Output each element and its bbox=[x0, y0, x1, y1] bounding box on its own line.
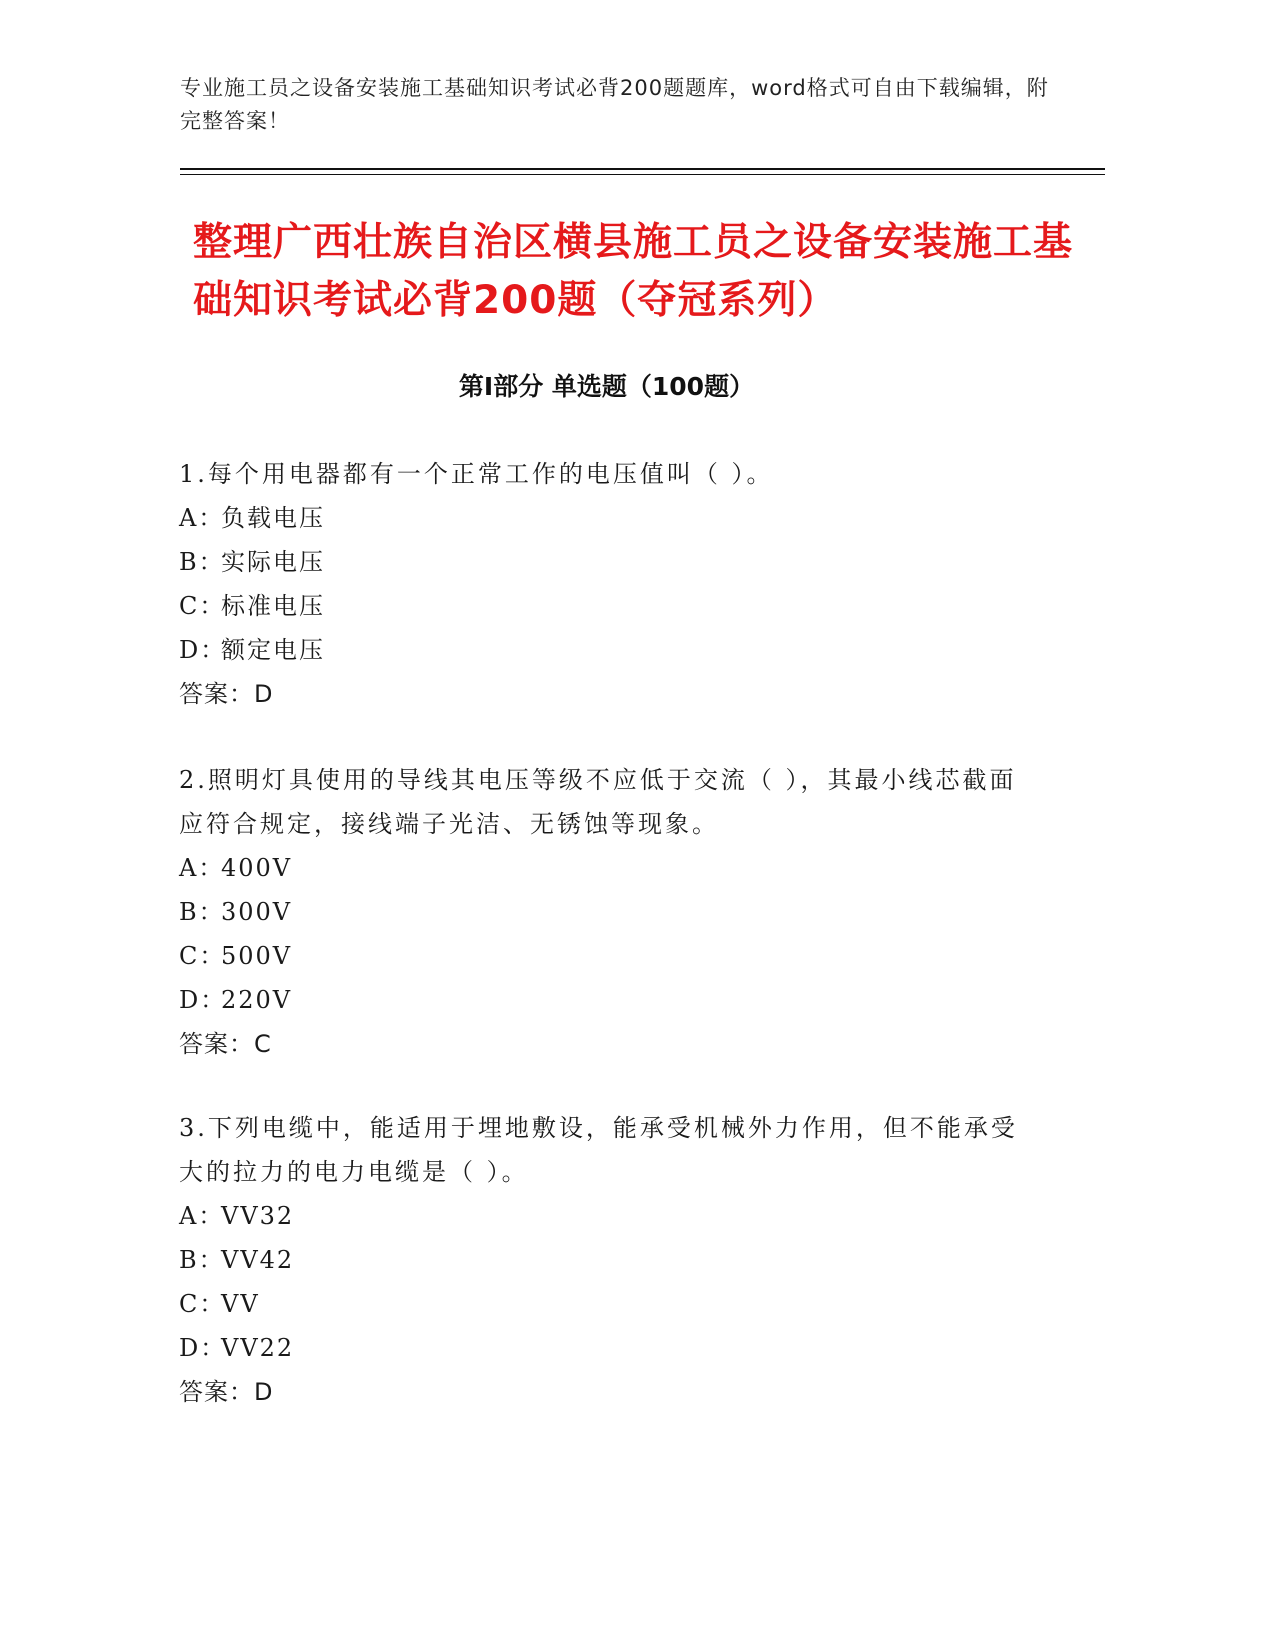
option-text: VV32 bbox=[221, 1202, 295, 1230]
option-letter: B： bbox=[179, 898, 225, 926]
option-text: 额定电压 bbox=[221, 636, 325, 664]
option-letter: C： bbox=[179, 1290, 226, 1318]
question-stem: 2.照明灯具使用的导线其电压等级不应低于交流（ ），其最小线芯截面应符合规定，接线端子光洁、无锈蚀等现象。 bbox=[179, 766, 1017, 838]
option-letter: D： bbox=[179, 636, 227, 664]
header-divider-thick bbox=[180, 168, 1105, 170]
header-divider-thin bbox=[180, 174, 1105, 175]
option-b bbox=[179, 540, 1039, 584]
document-title: 整理广西壮族自治区横县施工员之设备安装施工基础知识考试必背200题（夺冠系列） bbox=[193, 220, 1074, 323]
option-letter: A： bbox=[179, 504, 225, 532]
header-note: 专业施工员之设备安装施工基础知识考试必背200题题库，word格式可自由下载编辑，附完整答案！ bbox=[180, 76, 1049, 133]
section-title: 第Ⅰ部分 单选题（100题） bbox=[458, 372, 755, 401]
question-stem: 3.下列电缆中，能适用于埋地敷设，能承受机械外力作用，但不能承受大的拉力的电力电缆是（ ）。 bbox=[179, 1114, 1018, 1186]
option-text: 500V bbox=[221, 942, 293, 970]
option-text: VV bbox=[221, 1290, 260, 1318]
question-2 bbox=[179, 758, 1039, 1066]
option-text: VV42 bbox=[221, 1246, 295, 1274]
option-c bbox=[179, 1282, 1039, 1326]
option-text: 实际电压 bbox=[221, 548, 325, 576]
option-letter: A： bbox=[179, 1202, 225, 1230]
option-letter: B： bbox=[179, 548, 225, 576]
option-c bbox=[179, 584, 1039, 628]
answer: 答案：D bbox=[179, 1378, 274, 1406]
option-text: 220V bbox=[221, 986, 293, 1014]
option-a bbox=[179, 496, 1039, 540]
option-text: 标准电压 bbox=[221, 592, 325, 620]
option-d bbox=[179, 628, 1039, 672]
option-a bbox=[179, 1194, 1039, 1238]
question-3 bbox=[179, 1106, 1039, 1414]
option-letter: A： bbox=[179, 854, 225, 882]
option-c bbox=[179, 934, 1039, 978]
answer: 答案：C bbox=[179, 1030, 272, 1058]
question-1 bbox=[179, 452, 1039, 716]
option-b bbox=[179, 890, 1039, 934]
option-d bbox=[179, 978, 1039, 1022]
option-text: VV22 bbox=[221, 1334, 295, 1362]
question-stem: 1.每个用电器都有一个正常工作的电压值叫（ ）。 bbox=[179, 460, 774, 488]
option-letter: B： bbox=[179, 1246, 225, 1274]
option-letter: D： bbox=[179, 1334, 227, 1362]
option-text: 负载电压 bbox=[221, 504, 325, 532]
option-letter: D： bbox=[179, 986, 227, 1014]
option-b bbox=[179, 1238, 1039, 1282]
option-letter: C： bbox=[179, 942, 226, 970]
answer: 答案：D bbox=[179, 680, 274, 708]
option-text: 400V bbox=[221, 854, 293, 882]
option-letter: C： bbox=[179, 592, 226, 620]
option-d bbox=[179, 1326, 1039, 1370]
option-text: 300V bbox=[221, 898, 293, 926]
option-a bbox=[179, 846, 1039, 890]
